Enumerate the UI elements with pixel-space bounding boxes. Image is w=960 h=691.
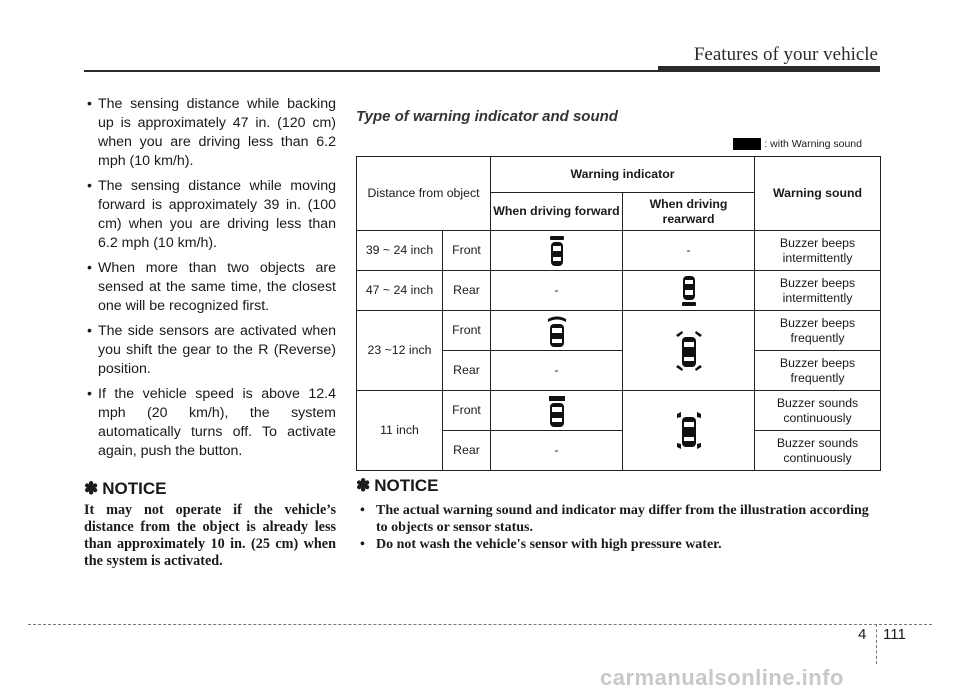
- notice-right: [356, 476, 880, 553]
- car-front-warning-icon: [545, 394, 569, 428]
- right-column: [356, 108, 880, 465]
- rearward-indicator-cell: [623, 311, 755, 391]
- sensing-notes-list: [84, 95, 336, 461]
- car-rear-warning-icon: [679, 275, 699, 307]
- notice-title: NOTICE: [374, 476, 439, 495]
- car-side-warning-icon: [674, 329, 704, 373]
- watermark: carmanualsonline.info: [600, 665, 844, 690]
- distance-cell: 39 ~ 24 inch: [357, 231, 443, 271]
- legend-label: : with Warning sound: [764, 138, 862, 150]
- distance-cell: 47 ~ 24 inch: [357, 271, 443, 311]
- forward-indicator-cell: [491, 391, 623, 431]
- notice-list: [356, 502, 880, 553]
- sound-cell: Buzzer beeps frequently: [755, 311, 881, 351]
- list-item: • The sensing distance while backing up is approximately 47 in. (120 cm) when you are driving less than 6.2 mph (10 km/h).: [84, 95, 336, 171]
- list-item: • The sensing distance while moving forward is approximately 39 in. (100 cm) when you are driving less than 6.2 mph (10 km/h).: [84, 177, 336, 253]
- rearward-indicator-cell: -: [623, 231, 755, 271]
- sound-cell: Buzzer sounds continuously: [755, 391, 881, 431]
- page-number: 111: [883, 626, 906, 643]
- left-column: [84, 95, 336, 570]
- header-title: Features of your vehicle: [693, 44, 878, 65]
- sound-cell: Buzzer beeps intermittently: [755, 231, 881, 271]
- header-rearward: When driving rearward: [623, 193, 755, 231]
- car-front-warning-icon: [545, 314, 569, 348]
- footer-separator: [876, 624, 877, 664]
- list-item: • Do not wash the vehicle's sensor with high pressure water.: [356, 536, 880, 553]
- header-rule-accent: [658, 66, 880, 72]
- legend-swatch: [733, 138, 761, 150]
- car-front-warning-icon: [547, 235, 567, 267]
- notice-heading: [356, 476, 880, 496]
- notice-title: NOTICE: [102, 479, 167, 498]
- rearward-indicator-cell: [623, 271, 755, 311]
- position-cell: Front: [443, 231, 491, 271]
- position-cell: Rear: [443, 351, 491, 391]
- header-distance: Distance from object: [357, 157, 491, 231]
- notice-heading: [84, 479, 336, 498]
- sound-cell: Buzzer beeps frequently: [755, 351, 881, 391]
- header-warning-indicator: Warning indicator: [491, 157, 755, 193]
- header-warning-sound: Warning sound: [755, 157, 881, 231]
- distance-cell: 11 inch: [357, 391, 443, 471]
- distance-cell: 23 ~12 inch: [357, 311, 443, 391]
- position-cell: Rear: [443, 271, 491, 311]
- list-item: • The actual warning sound and indicator may differ from the illustration according to objects or sensor status.: [356, 502, 880, 536]
- forward-indicator-cell: -: [491, 271, 623, 311]
- notice-star-icon: ✽: [356, 476, 371, 495]
- position-cell: Front: [443, 311, 491, 351]
- legend: [733, 138, 862, 150]
- car-side-warning-icon: [674, 409, 704, 453]
- position-cell: Rear: [443, 431, 491, 471]
- list-item: • If the vehicle speed is above 12.4 mph (20 km/h), the system automatically turns off. To activate again, push the button.: [84, 385, 336, 461]
- forward-indicator-cell: [491, 311, 623, 351]
- list-item: • When more than two objects are sensed at the same time, the closest one will be recognized first.: [84, 259, 336, 316]
- footer-rule: [28, 624, 932, 625]
- warning-table: [356, 156, 881, 471]
- header-forward: When driving forward: [491, 193, 623, 231]
- list-item: • The side sensors are activated when you shift the gear to the R (Reverse) position.: [84, 322, 336, 379]
- notice-star-icon: ✽: [84, 479, 99, 498]
- section-title: Type of warning indicator and sound: [356, 108, 618, 125]
- notice-body: It may not operate if the vehicle’s distance from the object is already less than approximately 10 in. (25 cm) when the system is activated.: [84, 502, 336, 569]
- sound-cell: Buzzer sounds continuously: [755, 431, 881, 471]
- forward-indicator-cell: [491, 231, 623, 271]
- sound-cell: Buzzer beeps intermittently: [755, 271, 881, 311]
- forward-indicator-cell: -: [491, 431, 623, 471]
- forward-indicator-cell: -: [491, 351, 623, 391]
- rearward-indicator-cell: [623, 391, 755, 471]
- chapter-number: 4: [858, 626, 867, 643]
- position-cell: Front: [443, 391, 491, 431]
